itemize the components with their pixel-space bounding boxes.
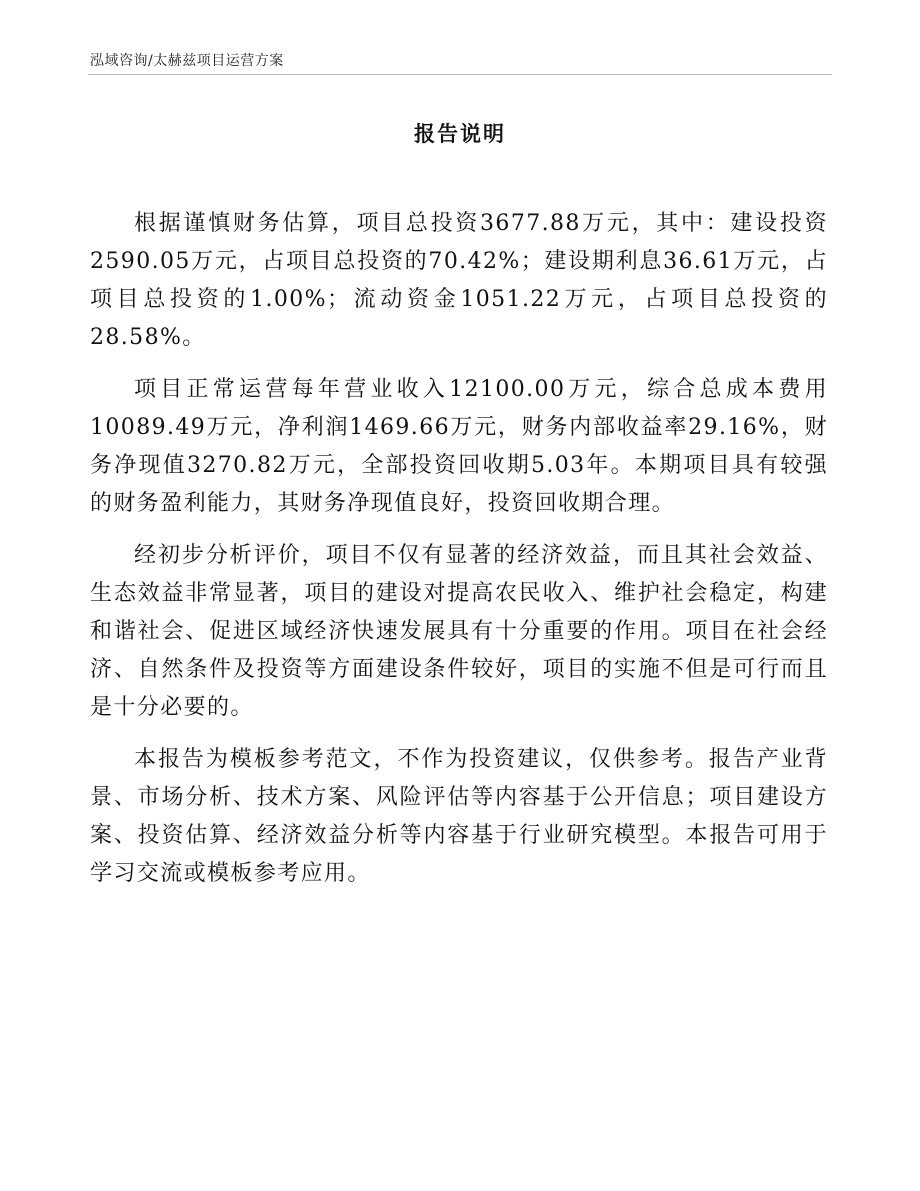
paragraph-financials: 项目正常运营每年营业收入12100.00万元，综合总成本费用10089.49万元，净利润1469.66万元，财务内部收益率29.16%，财务净现值3270.82万元，全部投资回收期5.03年。本期项目具有较强的财务盈利能力，其财务净现值良好，投资回收期合理。 xyxy=(90,377,828,516)
page-title: 报告说明 xyxy=(414,122,506,146)
report-body xyxy=(90,205,828,907)
paragraph-evaluation: 经初步分析评价，项目不仅有显著的经济效益，而且其社会效益、生态效益非常显著，项目的建设对提高农民收入、维护社会稳定，构建和谐社会、促进区域经济快速发展具有十分重要的作用。项目在社会经济、自然条件及投资等方面建设条件较好，项目的实施不但是可行而且是十分必要的。 xyxy=(90,543,828,720)
header-divider xyxy=(88,74,832,75)
running-header: 泓域咨询/太赫兹项目运营方案 xyxy=(90,53,284,69)
paragraph-investment: 根据谨慎财务估算，项目总投资3677.88万元，其中：建设投资2590.05万元，占项目总投资的70.42%；建设期利息36.61万元，占项目总投资的1.00%；流动资金1051.22万元，占项目总投资的28.58%。 xyxy=(90,211,828,350)
paragraph-disclaimer: 本报告为模板参考范文，不作为投资建议，仅供参考。报告产业背景、市场分析、技术方案、风险评估等内容基于公开信息；项目建设方案、投资估算、经济效益分析等内容基于行业研究模型。本报告可用于学习交流或模板参考应用。 xyxy=(90,747,828,886)
